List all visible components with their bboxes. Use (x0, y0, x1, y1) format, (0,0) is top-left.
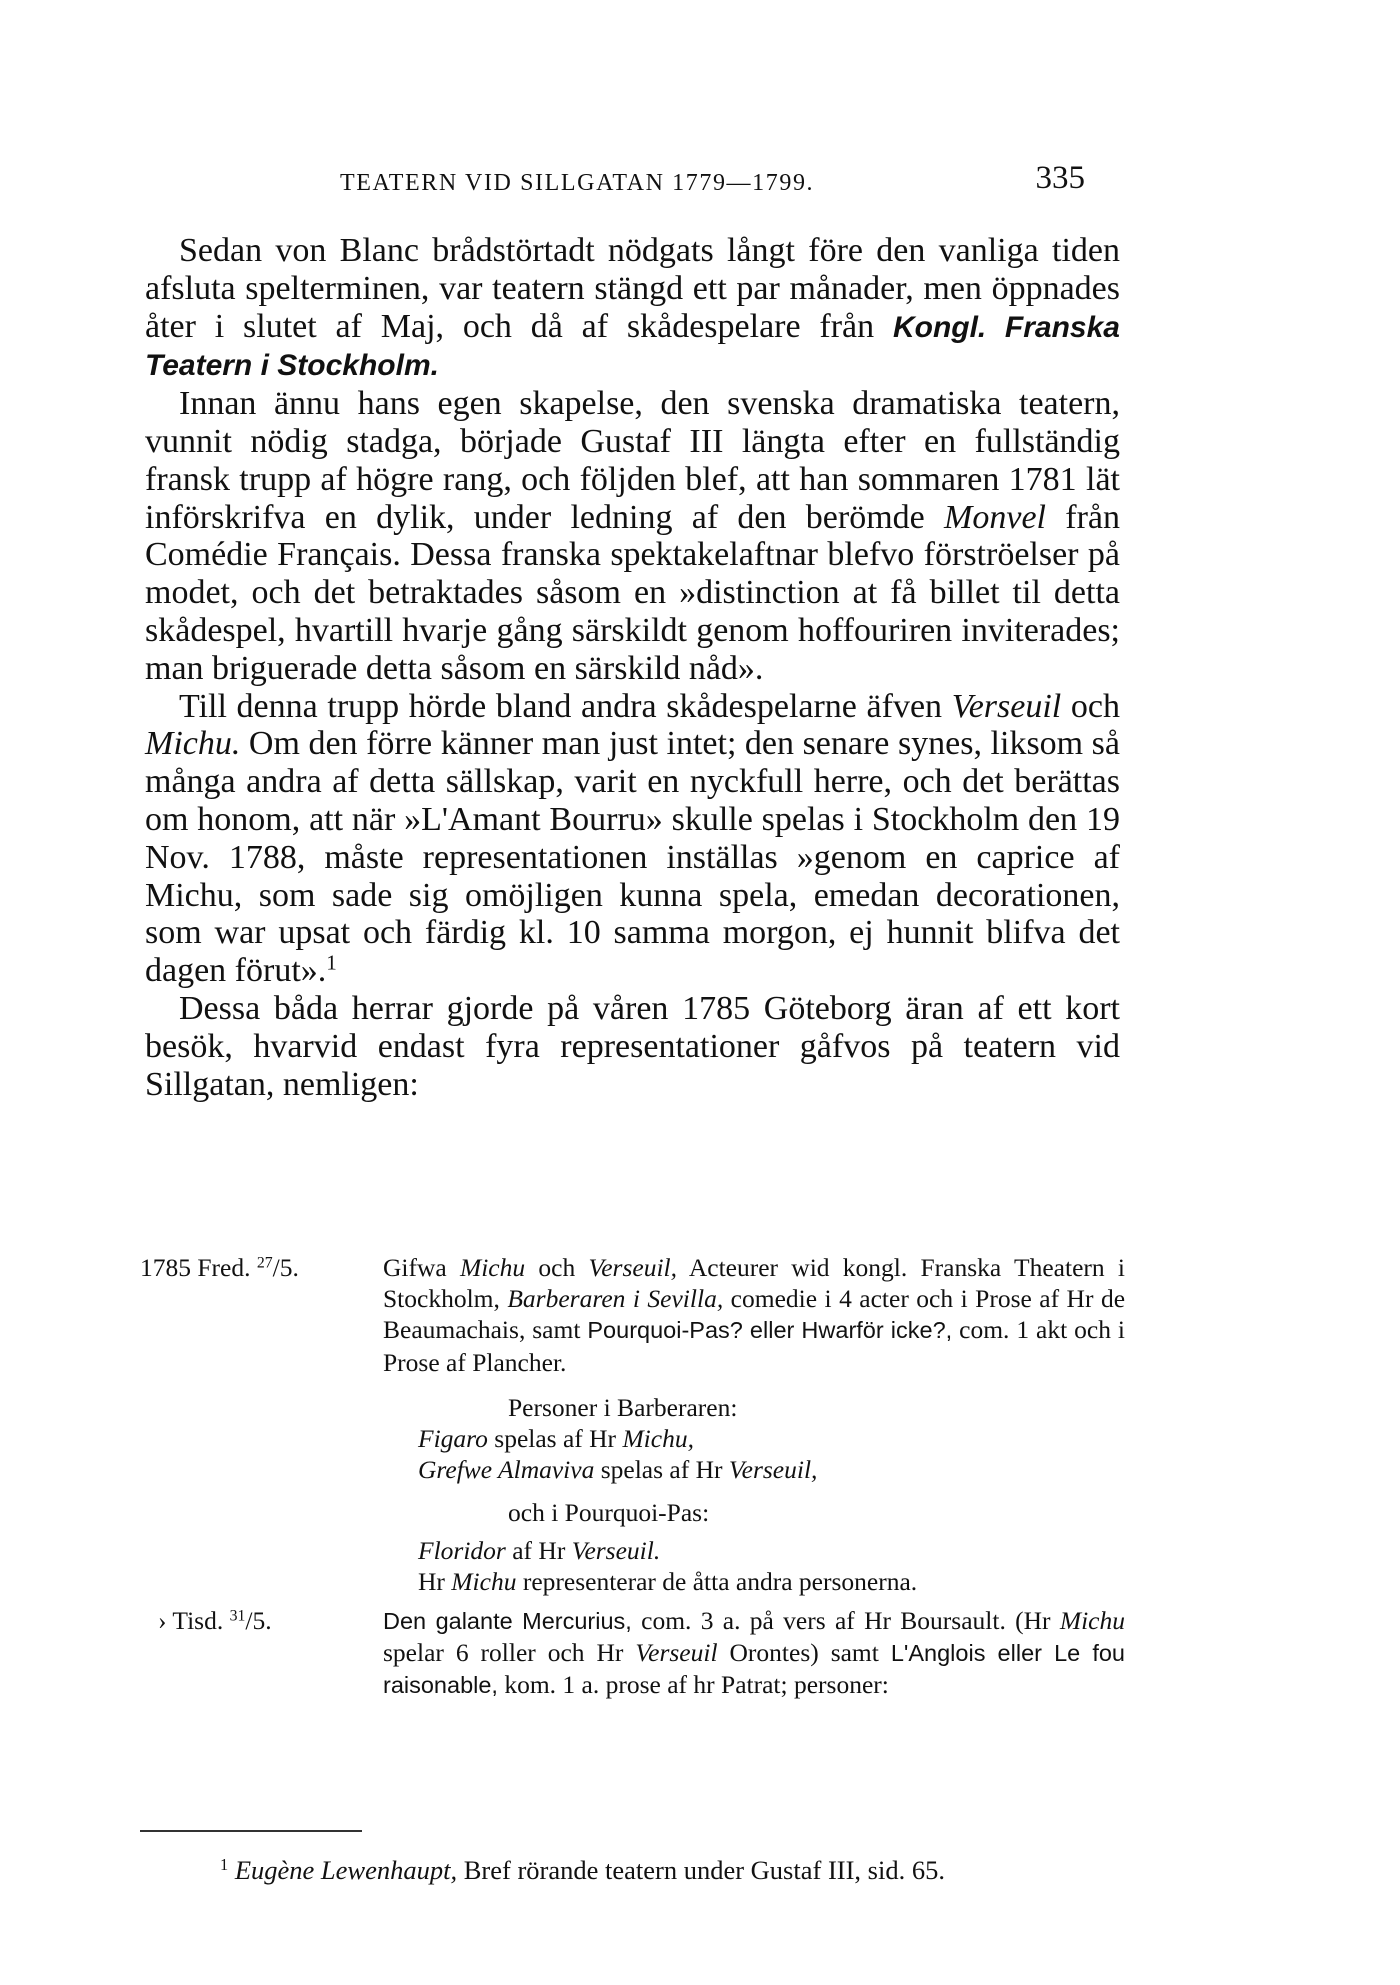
p3-name-verseuil: Verseuil (951, 687, 1062, 725)
footnote-body (140, 1853, 1125, 1887)
entry-text-part: spelar 6 roller och Hr (383, 1638, 636, 1668)
main-text (145, 232, 1120, 1103)
entry-date-month: /5. (272, 1253, 299, 1282)
entry-date-main: 1785 Fred. (140, 1253, 257, 1282)
performance-list (140, 1252, 1125, 1702)
entry-text-part: comedie i 4 acter och i Prose af Hr de Beaumachais, samt (383, 1284, 1126, 1345)
entry-text-part: Acteurer wid kongl. Franska Theatern i Stockholm, (383, 1253, 1125, 1314)
p4-text: Dessa båda herrar gjorde på våren 1785 Göteborg äran af ett kort besök, hvarvid endast fyra representationer gåfvos på teatern vid Sillgatan, nemligen: (145, 989, 1120, 1103)
entry-name: Verseuil, (588, 1253, 677, 1282)
entry-date-day: 27 (256, 1254, 273, 1272)
cast-role: Grefwe Almaviva (418, 1455, 595, 1485)
performance-entry (140, 1252, 1125, 1378)
cast-actor: Verseuil. (571, 1535, 661, 1565)
cast-line (418, 1535, 1125, 1566)
entry-text-part: kom. 1 a. prose af hr Patrat; personer: (497, 1670, 889, 1700)
entry-name: Verseuil (635, 1638, 718, 1668)
footnote-text: Bref rörande teatern under Gustaf III, sid. 65. (457, 1855, 945, 1885)
entry-date (140, 1252, 380, 1283)
paragraph-2 (145, 385, 1120, 687)
p3-text-e: Om den förre känner man just intet; den senare synes, liksom så många andra af detta sällskap, varit en nyckfull herre, och det berättas om honom, att när »L'Amant Bourru» skulle spelas i Stockholm den 19 Nov. 1788, måste representationen inställas »genom en caprice af Michu, som sade sig omöjligen kunna spela, emedan decorationen, som war upsat och färdig kl. 10 samma morgon, ej hunnit blifva det dagen förut». (145, 725, 1120, 990)
entry-play-title: Barberaren i Sevilla, (507, 1284, 724, 1314)
entry-text-part: Gifwa (383, 1253, 460, 1282)
entry-play-title: Pourquoi-Pas? eller Hwarför icke?, (587, 1317, 953, 1344)
entry-text (383, 1605, 1125, 1702)
cast-text: representerar de åtta andra personerna. (516, 1566, 918, 1596)
entry-text-part: com. 1 akt och i Prose af Plancher. (383, 1315, 1125, 1377)
cast-line (418, 1566, 1125, 1597)
cast-heading: Personer i Barberaren: (508, 1392, 738, 1422)
cast-text: spelas af Hr (487, 1424, 623, 1454)
cast-actor: Michu (451, 1566, 517, 1596)
p3-text-a: Till denna trupp hörde bland andra skådespelarne äfven (179, 687, 952, 725)
p2-text-c: från Comédie Français. Dessa franska spektakelaftnar blefvo förströelser på modet, och det betraktades såsom en »distinction at få billet til detta skådespel, hvartill hvarje gång särskildt genom hoffouriren inviterades; man briguerade detta såsom en särskild nåd». (145, 498, 1120, 687)
footnote (140, 1853, 1125, 1887)
cast-actor: Verseuil, (728, 1455, 818, 1485)
entry-text-part: Orontes) samt (717, 1638, 891, 1668)
paragraph-4 (145, 990, 1120, 1103)
entry-date-month: /5. (245, 1606, 272, 1636)
entry-text-part: och (525, 1253, 589, 1282)
p1-text: Sedan von Blanc brådstörtadt nödgats långt före den vanliga tiden afsluta spelterminen, var teatern stängd ett par månader, men öppnades åter i slutet af Maj, och då af skådespelare från (145, 232, 1120, 345)
footnote-author: Eugène Lewenhaupt, (234, 1855, 458, 1885)
cast-text: Hr (418, 1566, 452, 1596)
entry-gap (140, 1597, 1125, 1605)
entry-date-day: 31 (229, 1607, 246, 1625)
cast-text: spelas af Hr (594, 1455, 729, 1485)
entry-play-title: L'Anglois eller Le fou raisonable, (383, 1640, 1125, 1699)
paragraph-1 (145, 232, 1120, 385)
entry-text (383, 1252, 1125, 1378)
cast-line (418, 1454, 1125, 1485)
p1-emphasis: Kongl. Franska Teatern i Stockholm. (145, 310, 1120, 383)
performance-entry (140, 1605, 1125, 1702)
footnote-rule (140, 1830, 362, 1832)
running-title: TEATERN VID SILLGATAN 1779—1799. (340, 170, 815, 196)
p3-text-c: och (1061, 687, 1120, 725)
cast-actor: Michu, (622, 1424, 694, 1454)
entry-play-title: Den galante Mercurius, (383, 1608, 632, 1635)
p2-name-monvel: Monvel (944, 498, 1046, 536)
entry-name: Michu (459, 1253, 526, 1282)
running-header (340, 160, 1085, 200)
footnote-marker: 1 (220, 1854, 229, 1874)
cast-text: af Hr (505, 1535, 572, 1565)
footnote-ref[interactable]: 1 (326, 950, 337, 975)
p2-text-a: Innan ännu hans egen skapelse, den svenska dramatiska teatern, vunnit nödig stadga, började Gustaf III längta efter en fullständig fransk trupp af högre rang, och följden blef, att han sommaren 1781 lät införskrifva en dylik, under ledning af den berömde (145, 385, 1120, 536)
cast-role: Figaro (418, 1424, 488, 1454)
paragraph-3 (145, 688, 1120, 990)
entry-text-part: com. 3 a. på vers af Hr Boursault. (Hr (631, 1606, 1060, 1636)
cast-role: Floridor (418, 1535, 506, 1565)
entry-date (140, 1605, 398, 1636)
entry-date-main: › Tisd. (158, 1606, 230, 1636)
p3-name-michu: Michu. (145, 725, 241, 763)
page-number: 335 (1035, 160, 1085, 196)
cast-heading: och i Pourquoi-Pas: (508, 1498, 710, 1528)
entry-name: Michu (1059, 1606, 1125, 1636)
cast-line (418, 1423, 1125, 1454)
